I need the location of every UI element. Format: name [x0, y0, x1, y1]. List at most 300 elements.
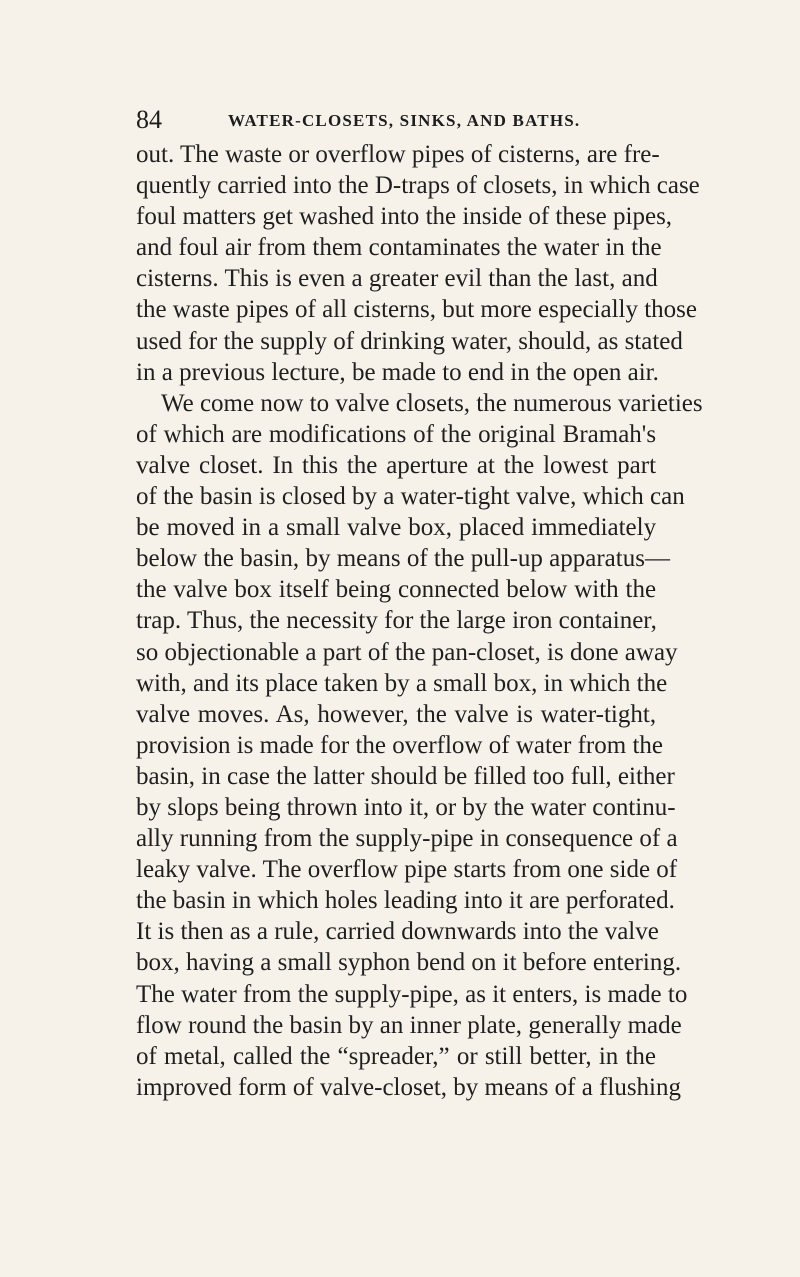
word: be: [351, 358, 376, 386]
word: basin: [289, 1011, 343, 1039]
word: these: [555, 203, 607, 231]
word: closets,: [395, 389, 471, 417]
word: get: [262, 203, 293, 231]
word: into: [380, 203, 420, 231]
word: the: [136, 576, 167, 604]
word: the: [506, 234, 538, 262]
word: valve: [335, 389, 390, 417]
word: inside: [462, 203, 523, 231]
word: away: [624, 638, 678, 666]
word: in: [136, 358, 156, 386]
word: used: [136, 327, 182, 355]
text-line: [136, 947, 682, 978]
word: in: [605, 234, 625, 262]
word: matters: [182, 203, 257, 231]
word: on: [471, 949, 497, 977]
word: basin: [199, 483, 253, 511]
word: it: [508, 887, 523, 915]
word: container,: [558, 607, 657, 635]
word: overflow: [307, 856, 398, 884]
word: with,: [136, 669, 187, 697]
word: small: [286, 514, 341, 542]
word: those: [644, 296, 698, 324]
word: is: [157, 918, 175, 946]
word: previous: [179, 358, 266, 386]
word: contaminates: [368, 234, 501, 262]
word: from: [512, 856, 562, 884]
word: from: [242, 980, 292, 1008]
word: of: [456, 172, 477, 200]
word: a: [256, 918, 268, 946]
word: case: [226, 762, 271, 790]
word: the: [297, 980, 329, 1008]
word: them: [312, 234, 363, 262]
word: aperture: [386, 451, 469, 479]
word: round: [188, 1011, 247, 1039]
word: of: [470, 141, 492, 168]
word: original: [478, 420, 556, 448]
word: place: [265, 669, 318, 697]
word: a: [260, 949, 272, 977]
word: iron: [512, 607, 553, 635]
word: in: [543, 669, 564, 697]
word: or: [456, 1042, 478, 1070]
word: Thus,: [186, 607, 244, 635]
word: moved: [166, 514, 235, 542]
word: to: [309, 389, 330, 417]
text-line: [136, 326, 683, 357]
text-line: [136, 450, 656, 481]
word: to: [667, 980, 688, 1008]
word: open: [572, 358, 622, 386]
word: means: [336, 545, 401, 573]
word: supply-pipe: [355, 825, 474, 853]
paragraph-start-line: [136, 388, 703, 419]
word: pipes: [235, 296, 289, 324]
word: either: [617, 762, 675, 790]
word: of: [406, 545, 428, 573]
word: greater: [368, 265, 439, 293]
word: small: [277, 949, 332, 977]
word: the: [632, 731, 663, 759]
word: quently: [136, 172, 211, 200]
word: box,: [408, 514, 452, 542]
word: trap.: [136, 607, 182, 635]
word: the: [223, 327, 255, 355]
word: waste: [225, 141, 283, 168]
word: is: [584, 980, 602, 1008]
word: syphon: [338, 949, 411, 977]
running-title: WATER-CLOSETS, SINKS, AND BATHS.: [228, 111, 581, 130]
word: as: [229, 918, 251, 946]
word: cisterns,: [353, 296, 436, 324]
word: water: [515, 731, 572, 759]
word: the: [625, 576, 657, 604]
word: now: [260, 389, 304, 417]
word: immediately: [531, 514, 657, 542]
word: by: [384, 669, 410, 697]
word: rule,: [274, 918, 320, 946]
word: large: [456, 607, 506, 635]
page-header: [136, 106, 701, 134]
text-line: [136, 885, 675, 916]
word: It: [136, 918, 152, 946]
word: below: [136, 545, 198, 573]
text-line: improved form of valve-closet, by means of a flushing: [136, 1073, 681, 1101]
text-line: [136, 854, 678, 885]
word: be: [443, 762, 468, 790]
word: drinking: [360, 327, 446, 355]
word: closed: [281, 483, 346, 511]
text-line: [136, 761, 675, 792]
word: by: [305, 545, 331, 573]
word: the: [631, 234, 662, 262]
word: as: [465, 980, 486, 1008]
word: done: [569, 638, 619, 666]
word: valve: [454, 700, 509, 728]
word: leaky: [136, 856, 191, 884]
word: of: [136, 483, 157, 511]
word: the: [440, 420, 472, 448]
page-number: 84: [136, 105, 162, 134]
word: the: [249, 607, 280, 635]
word: foul: [136, 203, 177, 231]
word: the: [567, 918, 599, 946]
text-line: [136, 294, 698, 325]
word: being: [335, 576, 392, 604]
word: this: [301, 451, 339, 479]
word: numerous: [513, 389, 612, 417]
word: washed: [299, 203, 375, 231]
word: pan-closet,: [431, 638, 541, 666]
word: air.: [627, 358, 659, 386]
word: box: [234, 576, 272, 604]
text-line: [136, 139, 660, 170]
word: placed: [458, 514, 525, 542]
word: leading: [383, 887, 458, 915]
word: valve: [136, 451, 191, 479]
word: be: [136, 514, 160, 542]
word: as: [597, 327, 619, 355]
word: pipes,: [613, 203, 673, 231]
word: by: [136, 793, 161, 821]
word: full,: [570, 762, 612, 790]
word: the: [625, 1042, 657, 1070]
word: closet.: [198, 451, 264, 479]
word: in: [231, 887, 252, 915]
word: the: [318, 825, 350, 853]
word: side: [609, 856, 651, 884]
word: in: [201, 762, 221, 790]
text-line: [136, 730, 663, 761]
word: thrown: [286, 793, 358, 821]
word: a: [161, 358, 173, 386]
word: downwards: [401, 918, 517, 946]
text-line: [136, 1010, 682, 1041]
word: however,: [317, 700, 409, 728]
word: into: [363, 793, 403, 821]
text-line: [136, 419, 656, 450]
word: it: [502, 949, 517, 977]
word: before: [522, 949, 587, 977]
word: pipes: [411, 141, 465, 168]
text-line: [136, 916, 659, 947]
word: even: [298, 265, 346, 293]
word: more: [480, 296, 532, 324]
word: generally: [528, 1011, 622, 1039]
word: the: [425, 203, 457, 231]
word: water,: [451, 327, 513, 355]
word: stated: [624, 327, 683, 355]
word: evil: [444, 265, 483, 293]
text-line: [136, 357, 659, 388]
word: so: [136, 638, 159, 666]
word: closets,: [483, 172, 558, 200]
word: is: [236, 731, 254, 759]
word: and: [621, 265, 658, 293]
word: connected: [398, 576, 500, 604]
word: is: [516, 700, 533, 728]
word: carried: [217, 172, 287, 200]
word: cisterns.: [136, 265, 219, 293]
word: of: [639, 825, 661, 853]
word: objectionable: [164, 638, 300, 666]
word: the: [163, 483, 194, 511]
word: the: [537, 265, 569, 293]
word: the: [476, 389, 507, 417]
word: valve,: [516, 483, 577, 511]
word: necessity: [286, 607, 378, 635]
word: entering.: [592, 949, 682, 977]
word: supply: [260, 327, 327, 355]
word: water: [543, 234, 600, 262]
word: water-tight,: [540, 700, 657, 728]
word: the: [346, 451, 378, 479]
word: pipe: [404, 856, 448, 884]
word: end: [467, 358, 504, 386]
word: and: [136, 234, 173, 262]
word: the: [503, 451, 535, 479]
word: one: [567, 856, 604, 884]
word: valve: [347, 514, 402, 542]
word: too: [532, 762, 565, 790]
word: We: [161, 389, 194, 417]
word: the: [433, 545, 465, 573]
word: carried: [325, 918, 395, 946]
word: starts: [453, 856, 507, 884]
word: which: [569, 669, 631, 697]
word: water: [181, 980, 237, 1008]
word: box,: [493, 669, 538, 697]
word: varieties: [617, 389, 703, 417]
word: overflow: [392, 731, 483, 759]
word: its: [235, 669, 259, 697]
word: then: [180, 918, 224, 946]
word: in: [241, 514, 262, 542]
word: ally: [136, 825, 174, 853]
word: The: [136, 980, 175, 1008]
word: metal,: [164, 1042, 226, 1070]
word: valve: [136, 700, 191, 728]
word: are: [231, 420, 263, 448]
word: continu-: [592, 793, 676, 821]
word: The: [180, 141, 219, 168]
word: enters,: [512, 980, 579, 1008]
word: supply-pipe,: [334, 980, 459, 1008]
word: part: [617, 451, 657, 479]
word: is: [275, 265, 292, 293]
word: the: [394, 638, 426, 666]
body-text: [136, 139, 703, 1103]
word: from: [263, 825, 313, 853]
word: still: [484, 1042, 523, 1070]
word: can: [650, 483, 685, 511]
word: or: [288, 141, 310, 168]
word: latter: [313, 762, 365, 790]
word: basin,: [240, 545, 300, 573]
word: taken: [324, 669, 379, 697]
word: which: [257, 887, 319, 915]
word: than: [488, 265, 532, 293]
word: made: [607, 980, 662, 1008]
word: the: [276, 762, 307, 790]
word: valve: [173, 576, 228, 604]
word: Bramah's: [562, 420, 657, 448]
word: consequence: [505, 825, 634, 853]
word: inner: [409, 1011, 461, 1039]
text-line: [136, 668, 668, 699]
word: at: [476, 451, 495, 479]
word: air: [224, 234, 252, 262]
word: As,: [275, 700, 310, 728]
word: come: [199, 389, 255, 417]
word: bend: [416, 949, 466, 977]
word: into: [522, 918, 562, 946]
word: the: [299, 1042, 331, 1070]
word: is: [547, 638, 564, 666]
word: last,: [574, 265, 616, 293]
word: being: [224, 793, 281, 821]
word: a: [305, 638, 317, 666]
word: of: [136, 1042, 157, 1070]
text-line: [136, 170, 700, 201]
word: the: [203, 545, 234, 573]
word: a: [267, 514, 280, 542]
word: made: [627, 1011, 682, 1039]
word: from: [577, 731, 627, 759]
word: provision: [136, 731, 231, 759]
word: itself: [278, 576, 329, 604]
text-line: [136, 637, 678, 668]
text-line: [136, 979, 688, 1010]
word: below: [506, 576, 568, 604]
word: D-traps: [374, 172, 450, 200]
word: a: [383, 483, 395, 511]
text-line: [136, 543, 670, 574]
word: filled: [473, 762, 527, 790]
word: fre-: [623, 141, 660, 168]
word: overflow: [315, 141, 406, 168]
word: but: [442, 296, 475, 324]
word: the: [636, 669, 668, 697]
word: all: [322, 296, 348, 324]
word: basin,: [136, 762, 196, 790]
word: or: [435, 793, 457, 821]
word: a: [666, 825, 678, 853]
word: of: [413, 420, 434, 448]
word: of: [333, 327, 355, 355]
word: into: [292, 172, 332, 200]
text-line: [136, 263, 656, 294]
word: the: [338, 172, 369, 200]
text-line: [136, 481, 685, 512]
word: in: [510, 358, 530, 386]
word: the: [252, 1011, 284, 1039]
word: for: [188, 327, 218, 355]
word: in: [479, 825, 500, 853]
word: water: [530, 793, 586, 821]
word: it,: [408, 793, 430, 821]
word: In: [272, 451, 294, 479]
word: for: [320, 731, 350, 759]
word: and: [192, 669, 230, 697]
word: the: [493, 793, 525, 821]
text-line: [136, 1041, 656, 1072]
word: a: [351, 265, 363, 293]
word: should,: [518, 327, 592, 355]
word: valve.: [196, 856, 257, 884]
text-line: [136, 699, 656, 730]
word: This: [224, 265, 269, 293]
word: moves.: [197, 700, 270, 728]
word: having: [186, 949, 255, 977]
word: in: [598, 1042, 619, 1070]
word: are: [529, 887, 560, 915]
word: the: [136, 296, 167, 324]
word: of: [367, 638, 389, 666]
word: of: [295, 296, 316, 324]
word: the: [419, 607, 451, 635]
word: which: [582, 483, 644, 511]
word: it: [492, 980, 507, 1008]
word: better,: [529, 1042, 592, 1070]
word: pull-up: [470, 545, 543, 573]
word: which: [163, 420, 225, 448]
word: made: [381, 358, 436, 386]
text-line: [136, 574, 656, 605]
word: The: [262, 856, 302, 884]
word: cisterns,: [498, 141, 581, 168]
word: into: [463, 887, 503, 915]
word: apparatus—: [549, 545, 670, 573]
word: waste: [172, 296, 230, 324]
word: is: [258, 483, 276, 511]
word: of: [488, 731, 510, 759]
word: the: [416, 700, 447, 728]
text-line: [136, 605, 656, 636]
word: plate,: [467, 1011, 523, 1039]
word: lowest: [543, 451, 609, 479]
word: from: [257, 234, 307, 262]
word: modifications: [268, 420, 407, 448]
text-line: [136, 232, 662, 263]
word: are: [586, 141, 618, 168]
word: perforated.: [565, 887, 675, 915]
word: the: [136, 887, 167, 915]
word: slops: [167, 793, 219, 821]
word: the: [535, 358, 567, 386]
word: case: [656, 172, 700, 200]
